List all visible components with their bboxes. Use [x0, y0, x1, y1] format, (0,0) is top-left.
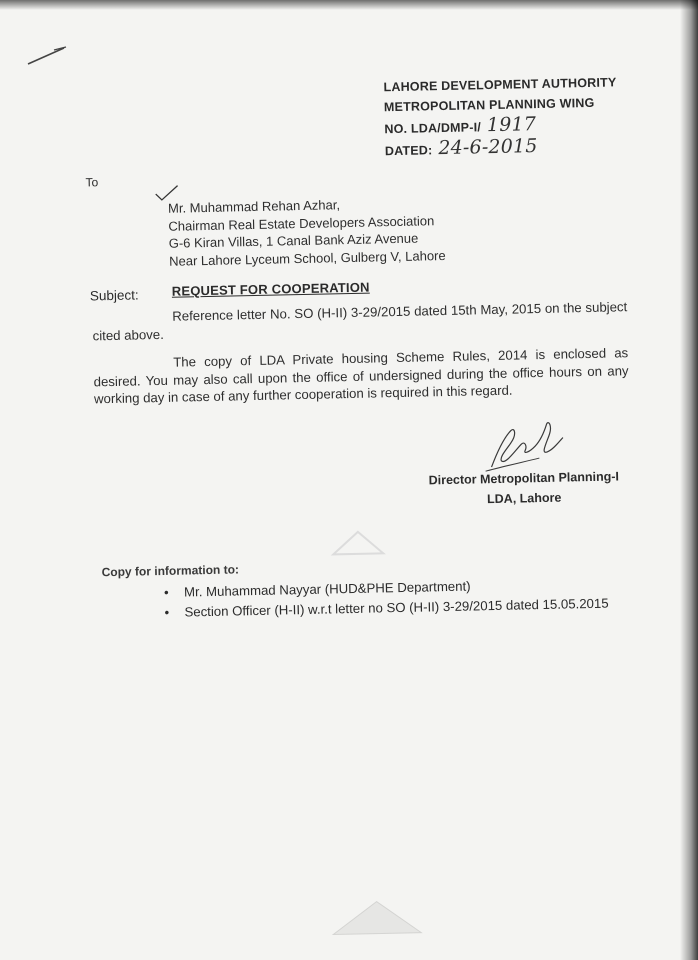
copy-heading: Copy for information to:	[101, 562, 240, 580]
signatory-org: LDA, Lahore	[486, 490, 562, 507]
recipient-line: Mr. Muhammad Rehan Azhar,	[167, 197, 341, 216]
recipient-line: Chairman Real Estate Developers Association	[168, 212, 435, 234]
letter-date	[385, 134, 618, 161]
subject-label: Subject:	[89, 287, 139, 304]
reference-number-label: NO. LDA/DMP-I/	[384, 120, 482, 137]
bullet-icon: •	[164, 604, 170, 620]
reference-number-handwritten: 1917	[486, 113, 537, 137]
subject-text: REQUEST FOR COOPERATION	[171, 279, 370, 299]
bullet-icon: •	[163, 584, 169, 600]
faint-triangle-mark-icon	[323, 527, 394, 558]
date-label: DATED:	[384, 143, 433, 159]
paragraph-2-text: The copy of LDA Private housing Scheme Rules, 2014 is enclosed as desired. You may also call upon the office of undersigned during the office hours on any working day in case of any further cooperation is required in this regard.	[93, 345, 629, 407]
paragraph-1-text: Reference letter No. SO (H-II) 3-29/2015 dated 15th May, 2015 on the subject cited above.	[92, 299, 628, 343]
signatory-title: Director Metropolitan Planning-I	[428, 469, 620, 488]
recipient-line: Near Lahore Lyceum School, Gulberg V, Lahore	[168, 247, 446, 269]
copy-item-text: Mr. Muhammad Nayyar (HUD&PHE Department)	[183, 578, 471, 600]
date-handwritten: 24-6-2015	[438, 135, 538, 160]
copy-list	[164, 574, 640, 624]
to-label: To	[85, 175, 99, 190]
copy-item-text: Section Officer (H-II) w.r.t letter no SO (H-II) 3-29/2015 dated 15.05.2015	[184, 595, 609, 620]
wing-name: METROPOLITAN PLANNING WING	[383, 95, 595, 115]
body-paragraph-2	[93, 344, 629, 408]
recipient-address	[168, 194, 446, 270]
signatory-block	[414, 466, 635, 511]
organization-name: LAHORE DEVELOPMENT AUTHORITY	[383, 75, 617, 95]
paragraph-indent	[93, 355, 173, 372]
recipient-line: G-6 Kiran Villas, 1 Canal Bank Aziz Avenue	[168, 230, 419, 251]
body-paragraph-1	[92, 298, 628, 344]
letterhead	[383, 72, 618, 161]
lda-watermark-logo	[329, 897, 426, 939]
right-edge-shadow	[680, 0, 698, 960]
paragraph-indent	[92, 309, 172, 326]
